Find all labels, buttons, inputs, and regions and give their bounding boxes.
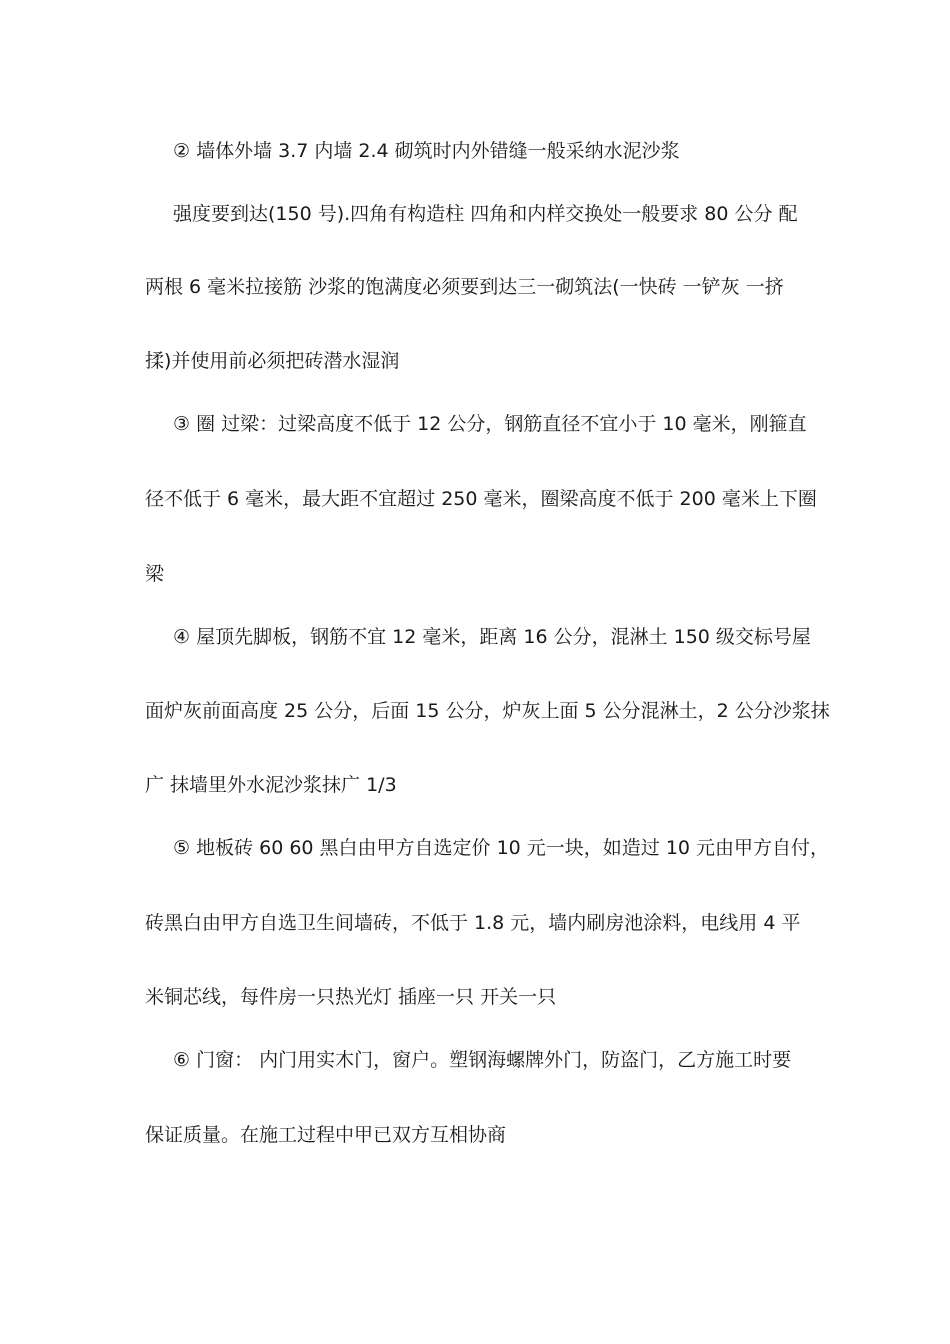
item-5-floor-line-1: ⑤ 地板砖 60 60 黑白由甲方自选定价 10 元一块，如造过 10 元由甲方自付，	[173, 837, 830, 859]
item-4-roof-line-1: ④ 屋顶先脚板，钢筋不宜 12 毫米，距离 16 公分，混淋土 150 级交标号屋	[173, 626, 811, 648]
item-3-beams-line-3: 梁	[145, 563, 165, 585]
item-6-doors-line-2: 保证质量。在施工过程中甲已双方互相协商	[145, 1124, 507, 1146]
item-5-floor-line-3: 米铜芯线，每件房一只热光灯 插座一只 开关一只	[145, 986, 557, 1008]
item-6-doors-line-1: ⑥ 门窗： 内门用实木门，窗户。塑钢海螺牌外门，防盗门，乙方施工时要	[173, 1049, 792, 1071]
item-2-walls-line-4: 揉)并使用前必须把砖潜水湿润	[145, 350, 400, 372]
item-2-walls-line-2: 强度要到达(150 号).四角有构造柱 四角和内样交换处一般要求 80 公分 配	[173, 203, 798, 225]
item-2-walls-line-1: ② 墙体外墙 3.7 内墙 2.4 砌筑时内外错缝一般采纳水泥沙浆	[173, 140, 680, 162]
item-4-roof-line-3: 广 抹墙里外水泥沙浆抹广 1/3	[145, 774, 397, 796]
item-2-walls-line-3: 两根 6 毫米拉接筋 沙浆的饱满度必须要到达三一砌筑法(一快砖 一铲灰 一挤	[145, 276, 784, 298]
item-5-floor-line-2: 砖黑白由甲方自选卫生间墙砖，不低于 1.8 元，墙内刷房池涂料，电线用 4 平	[145, 912, 801, 934]
item-4-roof-line-2: 面炉灰前面高度 25 公分，后面 15 公分，炉灰上面 5 公分混淋土，2 公分沙浆抹	[145, 700, 830, 722]
item-3-beams-line-1: ③ 圈 过梁：过梁高度不低于 12 公分，钢筋直径不宜小于 10 毫米，刚箍直	[173, 413, 807, 435]
item-3-beams-line-2: 径不低于 6 毫米，最大距不宜超过 250 毫米，圈梁高度不低于 200 毫米上下圈	[145, 488, 817, 510]
